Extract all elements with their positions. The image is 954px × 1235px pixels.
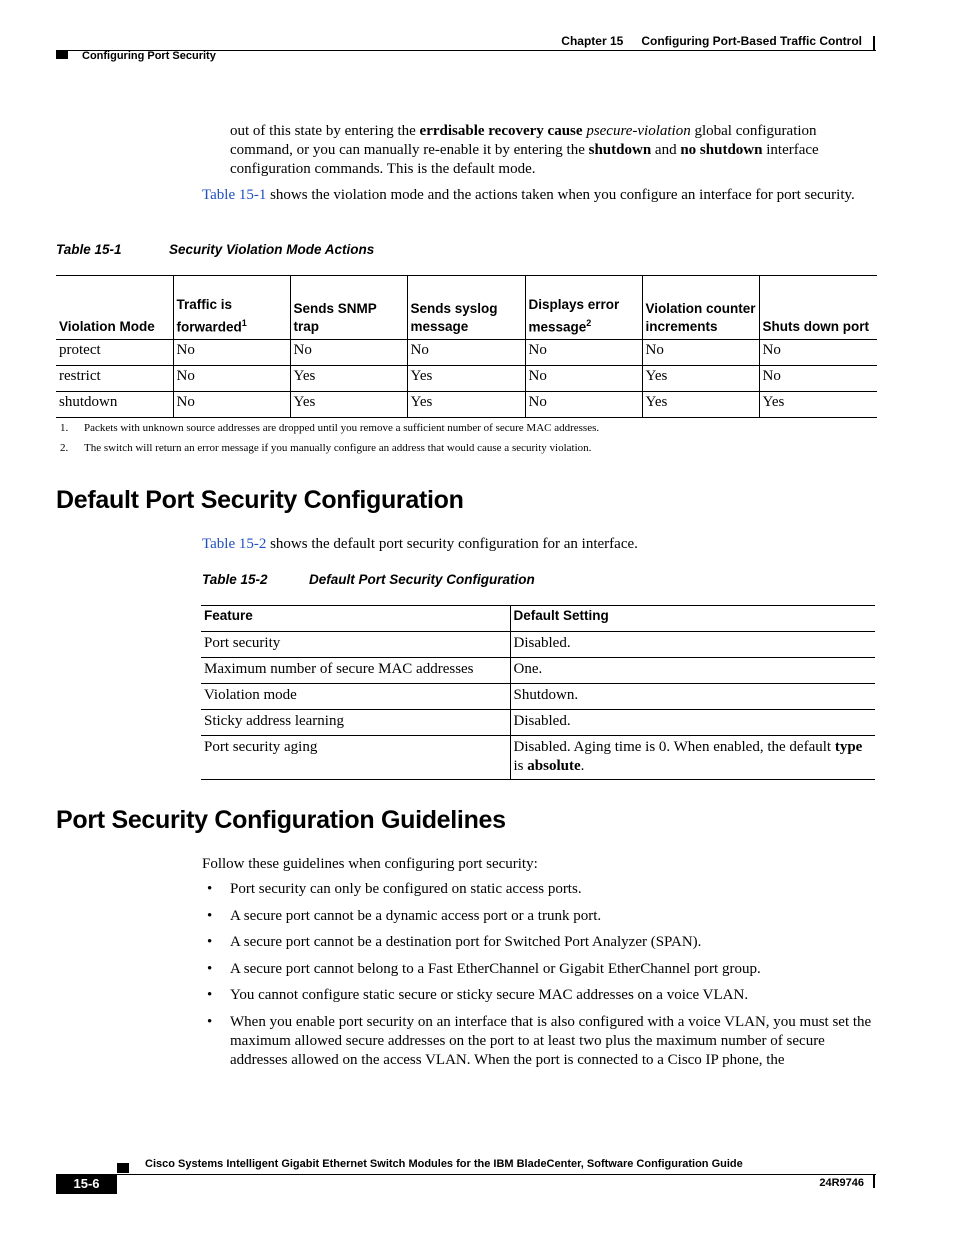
table-row xyxy=(56,366,877,392)
footnote-2: 2. The switch will return an error message if you manually configure an address that would cause a security violation. xyxy=(60,442,592,454)
table-cell: shutdown xyxy=(56,392,173,418)
table-cell: Yes xyxy=(407,392,525,418)
section-heading-guidelines: Port Security Configuration Guidelines xyxy=(56,806,506,834)
table1-caption-title: Security Violation Mode Actions xyxy=(169,242,375,257)
table2-caption-title: Default Port Security Configuration xyxy=(309,572,535,587)
table-15-1-link[interactable]: Table 15-1 xyxy=(202,187,267,203)
table-cell: One. xyxy=(510,658,875,684)
col-shuts-down-port: Shuts down port xyxy=(759,276,877,340)
table-cell: Disabled. xyxy=(510,632,875,658)
col-violation-mode: Violation Mode xyxy=(56,276,173,340)
bullet-icon: • xyxy=(207,934,213,950)
table-row xyxy=(56,392,877,418)
default-config-table xyxy=(201,605,875,780)
table-cell: Disabled. Aging time is 0. When enabled, the default type is absolute. xyxy=(510,736,875,780)
bullet-icon: • xyxy=(207,1013,213,1030)
table-cell: Yes xyxy=(642,366,759,392)
table-header-row xyxy=(56,276,877,340)
table-cell: Yes xyxy=(290,392,407,418)
security-violation-table xyxy=(56,275,877,418)
table-cell: Yes xyxy=(290,366,407,392)
table-cell: Yes xyxy=(642,392,759,418)
command-arg: psecure-violation xyxy=(586,123,691,139)
document-number: 24R9746 xyxy=(819,1177,864,1189)
table-cell: Yes xyxy=(759,392,877,418)
col-feature: Feature xyxy=(201,606,510,632)
table-cell: Port security aging xyxy=(201,736,510,780)
intro-paragraph-2: Table 15-1 shows the violation mode and the actions taken when you configure an interface for port security. xyxy=(202,187,855,203)
table-cell: protect xyxy=(56,340,173,366)
table-15-2-link[interactable]: Table 15-2 xyxy=(202,536,267,552)
table1-caption-number: Table 15-1 xyxy=(56,242,122,257)
col-default-setting: Default Setting xyxy=(510,606,875,632)
table-header-row xyxy=(201,606,875,632)
table-cell: restrict xyxy=(56,366,173,392)
table-row xyxy=(56,340,877,366)
table-cell: Port security xyxy=(201,632,510,658)
table-cell: No xyxy=(525,340,642,366)
list-item: • A secure port cannot be a dynamic access port or a trunk port. xyxy=(207,907,602,924)
col-snmp-trap: Sends SNMP trap xyxy=(290,276,407,340)
table-cell: Shutdown. xyxy=(510,684,875,710)
footnote-ref-1: 1 xyxy=(241,317,247,328)
table-cell: No xyxy=(759,340,877,366)
footnote-ref-2: 2 xyxy=(586,317,592,328)
col-syslog-message: Sends syslog message xyxy=(407,276,525,340)
table2-caption-number: Table 15-2 xyxy=(202,572,268,587)
guidelines-intro: Follow these guidelines when configuring port security: xyxy=(202,856,538,872)
table-row xyxy=(201,632,875,658)
col-error-message: Displays error message$^2$ xyxy=(525,276,642,340)
footnote-1: 1. Packets with unknown source addresses are dropped until you remove a sufficient number of secure MAC addresses. xyxy=(60,422,600,434)
table-cell: No xyxy=(290,340,407,366)
table-cell: No xyxy=(173,392,290,418)
table-cell: No xyxy=(173,340,290,366)
guidelines-list xyxy=(202,880,874,1077)
table-cell: No xyxy=(173,366,290,392)
command-shutdown: shutdown xyxy=(588,142,652,158)
footer-book-title: Cisco Systems Intelligent Gigabit Ethernet Switch Modules for the IBM BladeCenter, Software Configuration Guide xyxy=(145,1158,743,1170)
list-item: • A secure port cannot be a destination port for Switched Port Analyzer (SPAN). xyxy=(207,934,702,950)
intro-paragraph-1: out of this state by entering the errdisable recovery cause psecure-violation global configuration command, or you can manually re-enable it by entering the shutdown and no shutdown interface configuration commands. This is the default mode. xyxy=(230,123,819,177)
list-item: • A secure port cannot belong to a Fast EtherChannel or Gigabit EtherChannel port group. xyxy=(207,960,761,977)
table-cell: Yes xyxy=(407,366,525,392)
bullet-icon: • xyxy=(207,881,213,897)
header-tick xyxy=(873,36,875,51)
table-cell: No xyxy=(525,392,642,418)
table-cell: Maximum number of secure MAC addresses xyxy=(201,658,510,684)
header-block xyxy=(56,51,68,59)
bullet-icon: • xyxy=(207,960,213,977)
chapter-title: Configuring Port-Based Traffic Control xyxy=(641,34,862,48)
table-row xyxy=(201,736,875,780)
bullet-icon: • xyxy=(207,987,213,1003)
table-cell: No xyxy=(759,366,877,392)
command-errdisable: errdisable recovery cause xyxy=(419,123,583,139)
footer-block xyxy=(117,1163,129,1173)
table-cell: No xyxy=(642,340,759,366)
page-number: 15-6 xyxy=(56,1174,117,1194)
list-item: • You cannot configure static secure or sticky secure MAC addresses on a voice VLAN. xyxy=(207,987,749,1003)
list-item: • Port security can only be configured on static access ports. xyxy=(207,881,582,897)
footer-tick xyxy=(873,1175,875,1188)
running-header xyxy=(561,34,862,48)
section-header: Configuring Port Security xyxy=(82,50,216,62)
table-cell: Violation mode xyxy=(201,684,510,710)
table-cell: Sticky address learning xyxy=(201,710,510,736)
list-item: • When you enable port security on an interface that is also configured with a voice VLAN, you must set the maximum allowed secure addresses on the port to at least two plus the maximum number of secure addresses allowed on the access VLAN. When the port is connected to a Cisco IP phone, the xyxy=(207,1013,872,1068)
col-traffic-forwarded: Traffic is forwarded$^1$ xyxy=(173,276,290,340)
section1-paragraph: Table 15-2 shows the default port security configuration for an interface. xyxy=(202,536,638,552)
table-row xyxy=(201,658,875,684)
table-cell: No xyxy=(407,340,525,366)
table-row xyxy=(201,684,875,710)
chapter-number: Chapter 15 xyxy=(561,34,624,48)
footer-rule xyxy=(56,1174,876,1175)
table-cell: Disabled. xyxy=(510,710,875,736)
table-cell: No xyxy=(525,366,642,392)
table-row xyxy=(201,710,875,736)
command-no-shutdown: no shutdown xyxy=(680,142,763,158)
bullet-icon: • xyxy=(207,907,213,924)
section-heading-default-config: Default Port Security Configuration xyxy=(56,486,464,514)
col-counter-increments: Violation counter increments xyxy=(642,276,759,340)
